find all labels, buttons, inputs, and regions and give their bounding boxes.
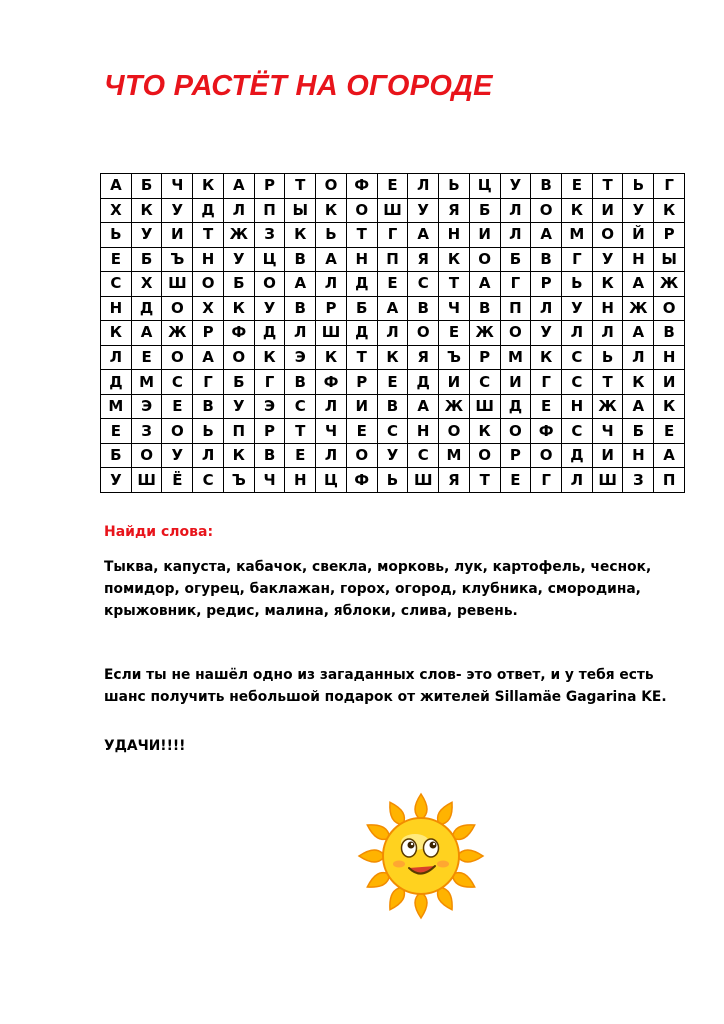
grid-cell: Ч xyxy=(592,419,623,444)
grid-cell: Э xyxy=(131,394,162,419)
grid-cell: С xyxy=(101,272,132,297)
grid-row xyxy=(101,247,685,272)
grid-cell: С xyxy=(285,394,316,419)
grid-cell: К xyxy=(316,198,347,223)
grid-cell: Ш xyxy=(162,272,193,297)
grid-cell: Л xyxy=(531,296,562,321)
grid-cell: Г xyxy=(500,272,531,297)
grid-row xyxy=(101,296,685,321)
grid-cell: Ч xyxy=(162,174,193,199)
grid-row xyxy=(101,272,685,297)
grid-cell: Е xyxy=(346,419,377,444)
grid-cell: Ь xyxy=(101,223,132,248)
grid-cell: К xyxy=(193,174,224,199)
grid-cell: Е xyxy=(162,394,193,419)
grid-cell: С xyxy=(408,272,439,297)
grid-cell: И xyxy=(469,223,500,248)
grid-cell: И xyxy=(346,394,377,419)
grid-cell: О xyxy=(654,296,685,321)
grid-cell: У xyxy=(408,198,439,223)
grid-cell: Ж xyxy=(654,272,685,297)
grid-cell: З xyxy=(254,223,285,248)
grid-cell: Х xyxy=(131,272,162,297)
grid-cell: Ш xyxy=(408,468,439,493)
grid-cell: Р xyxy=(346,370,377,395)
grid-cell: Р xyxy=(254,419,285,444)
grid-row xyxy=(101,321,685,346)
grid-cell: У xyxy=(377,443,408,468)
good-luck-text: УДАЧИ!!!! xyxy=(104,738,186,754)
grid-cell: И xyxy=(439,370,470,395)
grid-cell: С xyxy=(562,419,593,444)
grid-cell: Т xyxy=(469,468,500,493)
grid-cell: Е xyxy=(377,272,408,297)
grid-cell: З xyxy=(623,468,654,493)
grid-cell: Б xyxy=(469,198,500,223)
grid-cell: Ь xyxy=(623,174,654,199)
grid-cell: Д xyxy=(500,394,531,419)
grid-cell: А xyxy=(623,394,654,419)
grid-body xyxy=(101,174,685,493)
grid-cell: Л xyxy=(316,443,347,468)
grid-cell: В xyxy=(377,394,408,419)
grid-cell: Л xyxy=(562,468,593,493)
grid-cell: П xyxy=(223,419,254,444)
grid-cell: Г xyxy=(654,174,685,199)
grid-row xyxy=(101,223,685,248)
grid-cell: К xyxy=(562,198,593,223)
grid-cell: К xyxy=(316,345,347,370)
grid-cell: Р xyxy=(500,443,531,468)
grid-cell: Ч xyxy=(254,468,285,493)
grid-cell: О xyxy=(254,272,285,297)
grid-cell: Л xyxy=(592,321,623,346)
grid-cell: Ф xyxy=(346,468,377,493)
grid-cell: Л xyxy=(562,321,593,346)
grid-cell: О xyxy=(439,419,470,444)
grid-cell: Ж xyxy=(223,223,254,248)
grid-cell: Ш xyxy=(592,468,623,493)
grid-cell: Ы xyxy=(285,198,316,223)
grid-cell: Ь xyxy=(193,419,224,444)
grid-cell: Ц xyxy=(254,247,285,272)
grid-row xyxy=(101,468,685,493)
grid-cell: И xyxy=(654,370,685,395)
grid-cell: А xyxy=(377,296,408,321)
grid-cell: Е xyxy=(500,468,531,493)
grid-cell: В xyxy=(469,296,500,321)
grid-cell: Л xyxy=(101,345,132,370)
grid-cell: С xyxy=(562,345,593,370)
grid-cell: Б xyxy=(101,443,132,468)
grid-cell: А xyxy=(623,321,654,346)
grid-cell: У xyxy=(592,247,623,272)
grid-cell: Д xyxy=(131,296,162,321)
grid-cell: Я xyxy=(408,247,439,272)
grid-cell: Т xyxy=(346,345,377,370)
grid-cell: Т xyxy=(193,223,224,248)
grid-cell: Э xyxy=(285,345,316,370)
grid-cell: К xyxy=(654,198,685,223)
grid-cell: И xyxy=(500,370,531,395)
grid-cell: О xyxy=(592,223,623,248)
grid-cell: М xyxy=(562,223,593,248)
grid-cell: Ш xyxy=(377,198,408,223)
grid-row xyxy=(101,174,685,199)
grid-cell: К xyxy=(131,198,162,223)
grid-cell: Е xyxy=(101,247,132,272)
grid-row xyxy=(101,370,685,395)
grid-cell: У xyxy=(562,296,593,321)
grid-cell: Ж xyxy=(623,296,654,321)
grid-cell: Г xyxy=(254,370,285,395)
grid-cell: Д xyxy=(193,198,224,223)
grid-cell: Ш xyxy=(131,468,162,493)
grid-cell: Б xyxy=(623,419,654,444)
grid-cell: Ь xyxy=(562,272,593,297)
grid-cell: К xyxy=(469,419,500,444)
grid-cell: А xyxy=(654,443,685,468)
grid-cell: Д xyxy=(408,370,439,395)
grid-cell: Т xyxy=(592,174,623,199)
grid-cell: Л xyxy=(285,321,316,346)
grid-cell: Н xyxy=(101,296,132,321)
grid-cell: В xyxy=(531,247,562,272)
grid-cell: М xyxy=(131,370,162,395)
grid-cell: Л xyxy=(623,345,654,370)
grid-cell: Ф xyxy=(316,370,347,395)
grid-cell: Л xyxy=(408,174,439,199)
grid-cell: И xyxy=(592,443,623,468)
grid-row xyxy=(101,443,685,468)
grid-cell: Н xyxy=(654,345,685,370)
grid-cell: Г xyxy=(377,223,408,248)
grid-cell: У xyxy=(162,443,193,468)
grid-cell: У xyxy=(500,174,531,199)
grid-cell: У xyxy=(531,321,562,346)
grid-cell: О xyxy=(531,198,562,223)
grid-cell: Р xyxy=(193,321,224,346)
grid-cell: А xyxy=(193,345,224,370)
grid-cell: О xyxy=(346,198,377,223)
grid-cell: А xyxy=(623,272,654,297)
grid-cell: Ф xyxy=(223,321,254,346)
grid-cell: Ь xyxy=(592,345,623,370)
grid-cell: Ч xyxy=(439,296,470,321)
grid-cell: У xyxy=(223,247,254,272)
grid-cell: И xyxy=(592,198,623,223)
grid-cell: Б xyxy=(500,247,531,272)
grid-cell: Е xyxy=(131,345,162,370)
grid-cell: О xyxy=(162,419,193,444)
grid-cell: Е xyxy=(377,370,408,395)
grid-cell: Т xyxy=(285,174,316,199)
grid-cell: Н xyxy=(285,468,316,493)
grid-cell: Ш xyxy=(469,394,500,419)
grid-cell: К xyxy=(101,321,132,346)
grid-cell: Ж xyxy=(162,321,193,346)
grid-cell: О xyxy=(408,321,439,346)
grid-cell: К xyxy=(592,272,623,297)
grid-row xyxy=(101,419,685,444)
grid-cell: Л xyxy=(223,198,254,223)
grid-cell: Д xyxy=(562,443,593,468)
grid-cell: С xyxy=(193,468,224,493)
grid-cell: Т xyxy=(346,223,377,248)
grid-cell: П xyxy=(254,198,285,223)
grid-cell: К xyxy=(531,345,562,370)
grid-cell: Х xyxy=(193,296,224,321)
grid-cell: С xyxy=(377,419,408,444)
grid-cell: Г xyxy=(193,370,224,395)
grid-cell: М xyxy=(439,443,470,468)
grid-cell: О xyxy=(469,247,500,272)
grid-cell: П xyxy=(500,296,531,321)
grid-cell: О xyxy=(500,419,531,444)
grid-cell: Е xyxy=(101,419,132,444)
grid-cell: В xyxy=(285,296,316,321)
grid-cell: П xyxy=(654,468,685,493)
grid-cell: К xyxy=(377,345,408,370)
grid-cell: К xyxy=(654,394,685,419)
smiling-sun-icon xyxy=(355,790,487,922)
grid-cell: Н xyxy=(592,296,623,321)
grid-cell: У xyxy=(101,468,132,493)
grid-cell: У xyxy=(623,198,654,223)
grid-row xyxy=(101,198,685,223)
grid-cell: Ч xyxy=(316,419,347,444)
grid-cell: Л xyxy=(377,321,408,346)
grid-cell: Б xyxy=(131,174,162,199)
grid-cell: О xyxy=(131,443,162,468)
grid-cell: Х xyxy=(101,198,132,223)
grid-cell: Е xyxy=(562,174,593,199)
grid-cell: Л xyxy=(500,223,531,248)
grid-cell: Т xyxy=(439,272,470,297)
grid-cell: Я xyxy=(439,198,470,223)
grid-cell: Б xyxy=(223,272,254,297)
grid-cell: З xyxy=(131,419,162,444)
grid-cell: Й xyxy=(623,223,654,248)
grid-cell: Р xyxy=(254,174,285,199)
grid-cell: М xyxy=(101,394,132,419)
grid-cell: Б xyxy=(223,370,254,395)
grid-cell: С xyxy=(408,443,439,468)
grid-cell: Ж xyxy=(469,321,500,346)
grid-cell: Г xyxy=(562,247,593,272)
grid-cell: Ш xyxy=(316,321,347,346)
sun-face xyxy=(383,818,459,894)
grid-cell: Е xyxy=(654,419,685,444)
grid-cell: О xyxy=(316,174,347,199)
grid-row xyxy=(101,394,685,419)
grid-cell: Д xyxy=(254,321,285,346)
grid-cell: К xyxy=(285,223,316,248)
grid-cell: О xyxy=(500,321,531,346)
grid-cell: Т xyxy=(285,419,316,444)
grid-cell: К xyxy=(223,443,254,468)
word-list: Тыква, капуста, кабачок, свекла, морковь, лук, картофель, чеснок, помидор, огурец, баклажан, горох, огород, клубника, смородина, крыжовник, редис, малина, яблоки, слива, ревень. xyxy=(104,559,652,619)
grid-cell: Н xyxy=(439,223,470,248)
grid-row xyxy=(101,345,685,370)
grid-cell: Ь xyxy=(316,223,347,248)
grid-cell: Я xyxy=(408,345,439,370)
grid-cell: У xyxy=(131,223,162,248)
grid-cell: Р xyxy=(531,272,562,297)
grid-cell: Д xyxy=(101,370,132,395)
grid-cell: Н xyxy=(623,443,654,468)
grid-cell: В xyxy=(531,174,562,199)
grid-cell: М xyxy=(500,345,531,370)
grid-cell: К xyxy=(439,247,470,272)
grid-cell: Г xyxy=(531,468,562,493)
grid-cell: А xyxy=(101,174,132,199)
grid-cell: У xyxy=(162,198,193,223)
grid-cell: Д xyxy=(346,321,377,346)
grid-cell: Н xyxy=(623,247,654,272)
grid-cell: А xyxy=(131,321,162,346)
grid-cell: А xyxy=(531,223,562,248)
grid-cell: Е xyxy=(439,321,470,346)
grid-cell: А xyxy=(223,174,254,199)
grid-cell: Н xyxy=(562,394,593,419)
grid-cell: О xyxy=(162,345,193,370)
grid-cell: В xyxy=(285,370,316,395)
grid-cell: Ц xyxy=(469,174,500,199)
grid-cell: В xyxy=(408,296,439,321)
grid-cell: Ь xyxy=(439,174,470,199)
grid-cell: Я xyxy=(439,468,470,493)
grid-cell: Б xyxy=(346,296,377,321)
grid-cell: В xyxy=(254,443,285,468)
grid-cell: Ы xyxy=(654,247,685,272)
grid-cell: Л xyxy=(316,394,347,419)
grid-cell: У xyxy=(254,296,285,321)
grid-cell: Л xyxy=(193,443,224,468)
grid-cell: Ь xyxy=(377,468,408,493)
grid-cell: Л xyxy=(316,272,347,297)
grid-cell: Е xyxy=(285,443,316,468)
grid-cell: О xyxy=(531,443,562,468)
grid-cell: Р xyxy=(316,296,347,321)
grid-cell: К xyxy=(623,370,654,395)
grid-cell: Е xyxy=(377,174,408,199)
grid-cell: В xyxy=(285,247,316,272)
grid-cell: О xyxy=(223,345,254,370)
grid-cell: С xyxy=(562,370,593,395)
grid-cell: С xyxy=(162,370,193,395)
grid-cell: И xyxy=(162,223,193,248)
grid-cell: Е xyxy=(531,394,562,419)
grid-cell: С xyxy=(469,370,500,395)
grid-cell: Р xyxy=(469,345,500,370)
grid-cell: К xyxy=(254,345,285,370)
grid-cell: Д xyxy=(346,272,377,297)
grid-cell: О xyxy=(162,296,193,321)
grid-cell: Ё xyxy=(162,468,193,493)
grid-cell: Т xyxy=(592,370,623,395)
sun-illustration xyxy=(355,790,487,922)
grid-cell: Ъ xyxy=(223,468,254,493)
grid-cell: О xyxy=(346,443,377,468)
grid-cell: Ж xyxy=(592,394,623,419)
grid-cell: А xyxy=(408,223,439,248)
grid-cell: А xyxy=(408,394,439,419)
grid-cell: Г xyxy=(531,370,562,395)
grid-cell: О xyxy=(469,443,500,468)
grid-cell: Б xyxy=(131,247,162,272)
grid-cell: А xyxy=(469,272,500,297)
grid-cell: А xyxy=(285,272,316,297)
grid-cell: Л xyxy=(500,198,531,223)
grid-cell: В xyxy=(193,394,224,419)
grid-cell: Ф xyxy=(346,174,377,199)
grid-cell: У xyxy=(223,394,254,419)
grid-cell: К xyxy=(223,296,254,321)
grid-cell: О xyxy=(193,272,224,297)
grid-cell: Ф xyxy=(531,419,562,444)
grid-cell: Ж xyxy=(439,394,470,419)
page-title: ЧТО РАСТЁТ НА ОГОРОДЕ xyxy=(104,70,493,102)
grid-cell: Ц xyxy=(316,468,347,493)
grid-cell: П xyxy=(377,247,408,272)
grid-cell: Ъ xyxy=(162,247,193,272)
grid-cell: Э xyxy=(254,394,285,419)
grid-cell: Н xyxy=(193,247,224,272)
find-words-heading: Найди слова: xyxy=(104,524,214,540)
word-search-grid xyxy=(100,173,685,493)
grid-cell: Ъ xyxy=(439,345,470,370)
answer-note: Если ты не нашёл одно из загаданных слов- это ответ, и у тебя есть шанс получить небольшой подарок от жителей Sillamäe Gagarina KE. xyxy=(104,667,667,705)
grid-cell: Н xyxy=(346,247,377,272)
grid-cell: А xyxy=(316,247,347,272)
grid-cell: В xyxy=(654,321,685,346)
grid-cell: Р xyxy=(654,223,685,248)
grid-cell: Н xyxy=(408,419,439,444)
